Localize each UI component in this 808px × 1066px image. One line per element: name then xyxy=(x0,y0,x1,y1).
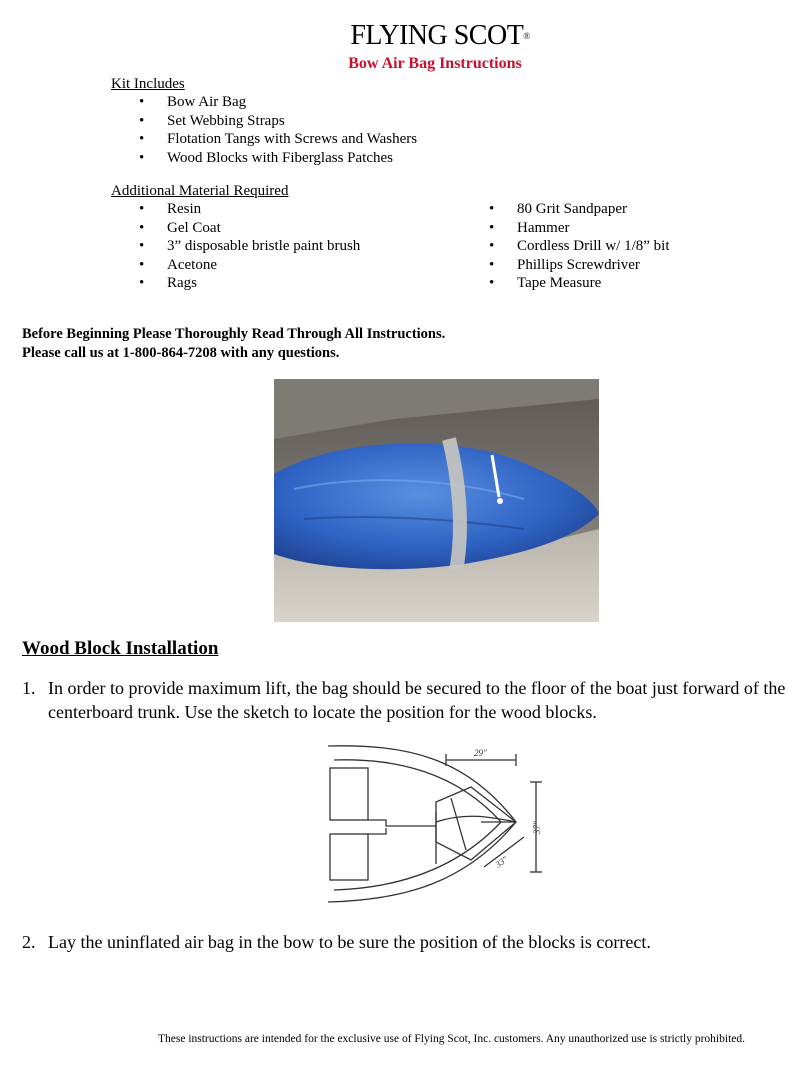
kit-heading: Kit Includes xyxy=(111,76,185,92)
list-item: • Gel Coat xyxy=(139,219,360,238)
step-2 xyxy=(22,930,792,954)
list-item: • 80 Grit Sandpaper xyxy=(489,200,670,219)
step-number: 1. xyxy=(22,678,36,698)
materials-heading: Additional Material Required xyxy=(111,183,289,199)
footer-disclaimer: These instructions are intended for the exclusive use of Flying Scot, Inc. customers. Any unauthorized use is strictly prohibited. xyxy=(157,1033,745,1045)
section-heading: Wood Block Installation xyxy=(22,638,219,659)
step-text: In order to provide maximum lift, the bag should be secured to the floor of the boat just forward of the centerboard trunk. Use the sketch to locate the position for the wood blocks. xyxy=(48,678,786,722)
bow-sketch xyxy=(326,742,548,910)
list-item: • Hammer xyxy=(489,219,670,238)
list-item: • Bow Air Bag xyxy=(139,93,417,112)
list-item: • Rags xyxy=(139,274,360,293)
registered-mark: ® xyxy=(523,31,530,41)
list-item: • Resin xyxy=(139,200,360,219)
list-item: • Acetone xyxy=(139,256,360,275)
materials-list-left xyxy=(139,200,360,293)
air-bag-photo xyxy=(274,379,599,622)
list-item: • 3” disposable bristle paint brush xyxy=(139,237,360,256)
dim-label-right: 37" xyxy=(532,821,542,834)
list-item: • Phillips Screwdriver xyxy=(489,256,670,275)
list-item: • Flotation Tangs with Screws and Washers xyxy=(139,130,417,149)
kit-list xyxy=(139,93,417,167)
step-text: Lay the uninflated air bag in the bow to be sure the position of the blocks is correct. xyxy=(48,932,651,952)
brand-logo xyxy=(340,20,540,52)
brand-name: FLYING SCOT xyxy=(350,20,524,51)
notice-read-instructions: Before Beginning Please Thoroughly Read Through All Instructions. xyxy=(22,326,446,342)
list-item: • Tape Measure xyxy=(489,274,670,293)
page-title: Bow Air Bag Instructions xyxy=(348,55,522,72)
list-item: • Wood Blocks with Fiberglass Patches xyxy=(139,149,417,168)
dim-label-diag: 33" xyxy=(493,854,510,870)
notice-phone: Please call us at 1-800-864-7208 with any questions. xyxy=(22,345,340,361)
dim-label-top: 29" xyxy=(474,748,487,758)
step-number: 2. xyxy=(22,932,36,952)
materials-list-right xyxy=(489,200,670,293)
list-item: • Set Webbing Straps xyxy=(139,112,417,131)
list-item: • Cordless Drill w/ 1/8” bit xyxy=(489,237,670,256)
step-1 xyxy=(22,676,792,724)
